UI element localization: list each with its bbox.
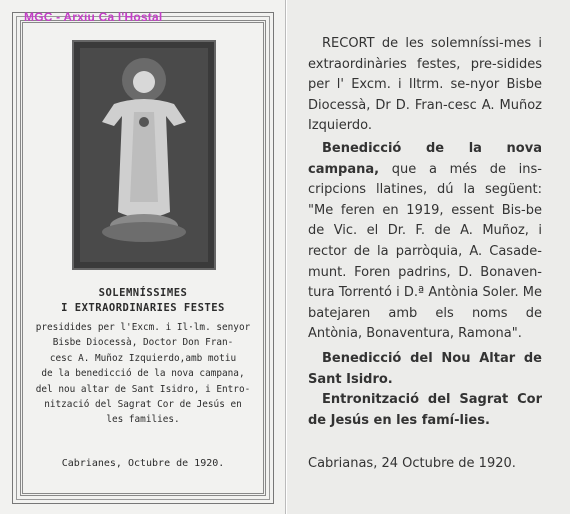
body-line: les families.	[106, 414, 180, 426]
body-line: nització del Sagrat Cor de Jesús en	[44, 399, 242, 411]
title-line-1: SOLEMNÍSSIMES	[98, 287, 188, 299]
watermark: MGC - Arxiu Ca l'Hostal	[24, 10, 163, 24]
left-body	[28, 320, 258, 428]
body-line: del nou altar de Sant Isidro, i Entro-	[35, 383, 251, 395]
body-line: presidides per l'Excm. i Il·lm. senyor	[35, 322, 251, 333]
bell-text: que a més de ins-cripcions llatines, dú la següent: "Me feren en 1919, essent Bis-be de Vic. el Dr. F. de A. Muñoz, i rector de la parròquia, A. Casade-munt. Foren padrins, D. Bonaven-tura Torrentó i D.ª Antònia Soler. Me batejaren amb els noms de Antònia, Bonaventura, Ramona".	[308, 161, 542, 342]
bell-paragraph	[308, 139, 542, 345]
right-intro	[308, 34, 542, 137]
body-line: Bisbe Diocessà, Doctor Don Fran-	[52, 337, 234, 349]
right-sagrat	[308, 390, 542, 431]
right-date-text: Cabrianas, 24 Octubre de 1920.	[308, 456, 516, 471]
sacred-heart-figure	[74, 42, 214, 268]
sacred-heart-image	[72, 40, 216, 270]
body-line: de la benedicció de la nova campana,	[41, 368, 245, 380]
right-bell	[308, 139, 542, 345]
altar-paragraph: Benedicció del Nou Altar de Sant Isidro.	[308, 351, 542, 387]
body-line: cesc A. Muñoz Izquierdo,amb motiu	[49, 352, 237, 364]
sagrat-paragraph: Entronització del Sagrat Cor de Jesús en les famí-lies.	[308, 392, 542, 428]
right-date	[308, 454, 542, 475]
bell-heading: Benedicció de la nova campana,	[308, 141, 542, 177]
right-altar	[308, 349, 542, 390]
title-line-2: I EXTRAORDINARIES FESTES	[61, 302, 225, 314]
left-date: Cabrianes, Octubre de 1920.	[61, 458, 225, 469]
intro-paragraph: RECORT de les solemníssi-mes i extraordinàries festes, pre-sidides per l' Excm. i Iltrm. se-nyor Bisbe Diocessà, Dr D. Fran-cesc A. Muñoz Izquierdo.	[308, 36, 542, 134]
left-title	[28, 286, 258, 316]
